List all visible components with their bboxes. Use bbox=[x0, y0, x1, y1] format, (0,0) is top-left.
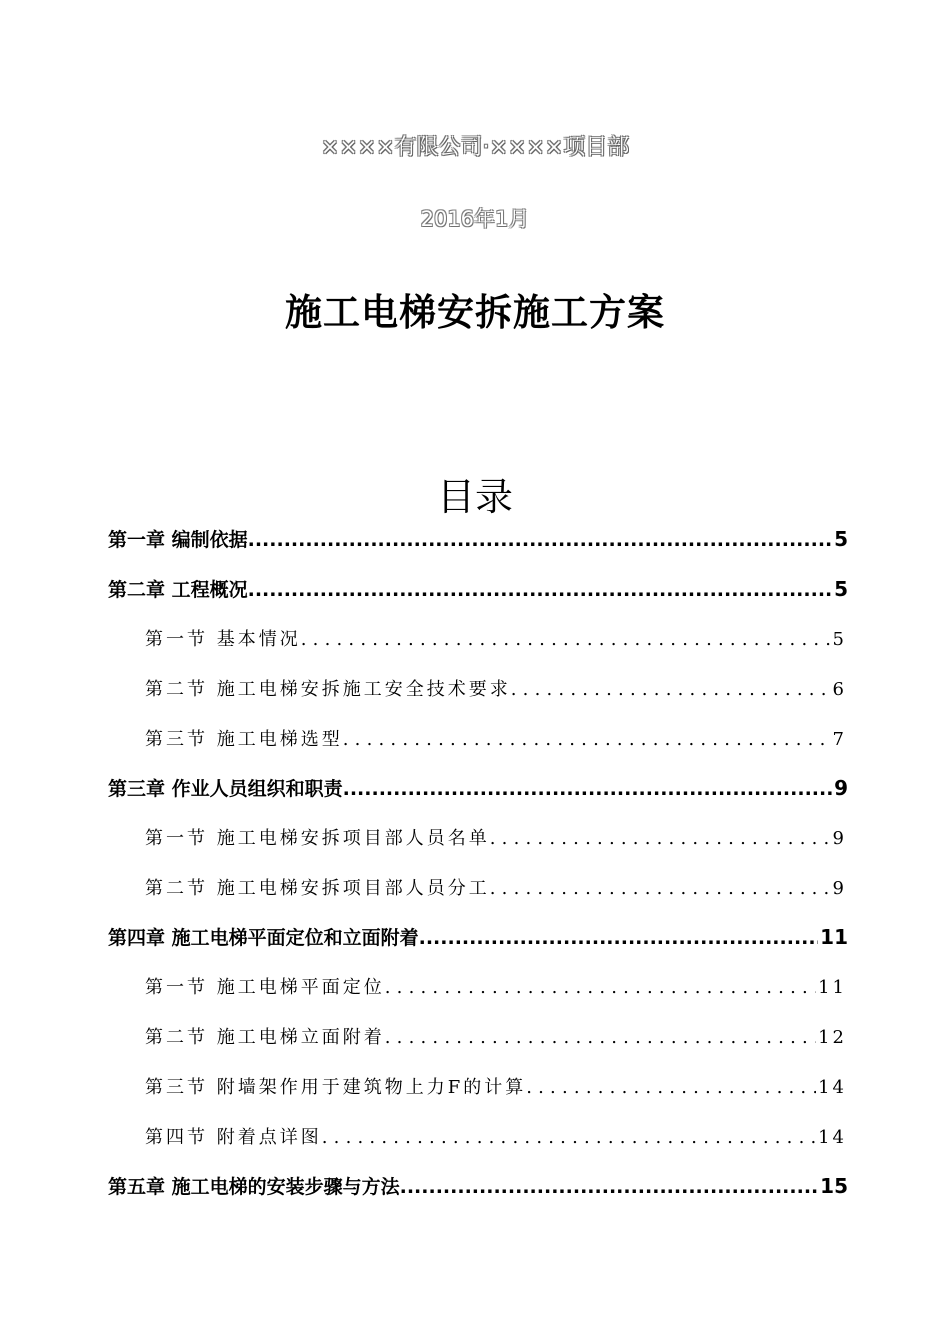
toc-entry-page: 11 bbox=[818, 977, 847, 998]
toc-entry[interactable] bbox=[145, 675, 847, 701]
toc-entry-label: 第一节 施工电梯平面定位 bbox=[145, 977, 385, 998]
toc-leader-dots bbox=[385, 977, 816, 998]
toc-entry-label: 第四节 附着点详图 bbox=[145, 1127, 322, 1148]
toc-entry[interactable] bbox=[108, 575, 848, 602]
toc-leader-dots bbox=[343, 778, 832, 800]
toc-entry-label: 第四章 施工电梯平面定位和立面附着 bbox=[108, 927, 419, 949]
toc-leader-dots bbox=[248, 579, 832, 601]
toc-entry-page: 6 bbox=[832, 679, 847, 700]
document-date: 2016年1月 bbox=[420, 207, 530, 231]
toc-leader-dots bbox=[301, 629, 831, 650]
toc-entry-label: 第一节 基本情况 bbox=[145, 629, 301, 650]
toc-entry[interactable] bbox=[108, 774, 848, 801]
toc-leader-dots bbox=[248, 529, 832, 551]
toc-entry[interactable] bbox=[145, 725, 847, 751]
toc-leader-dots bbox=[490, 878, 831, 899]
toc-leader-dots bbox=[322, 1127, 816, 1148]
toc-entry-page: 5 bbox=[834, 577, 848, 601]
document-title: 施工电梯安拆施工方案 bbox=[285, 291, 665, 334]
toc-entry[interactable] bbox=[145, 824, 847, 850]
toc-entry-page: 12 bbox=[818, 1027, 847, 1048]
toc-leader-dots bbox=[385, 1027, 816, 1048]
toc-entry[interactable] bbox=[145, 1073, 847, 1099]
toc-entry-page: 11 bbox=[820, 925, 848, 949]
toc-leader-dots bbox=[419, 927, 819, 949]
toc-entry-page: 5 bbox=[834, 527, 848, 551]
toc-entry[interactable] bbox=[108, 923, 848, 950]
toc-entry-page: 14 bbox=[818, 1127, 847, 1148]
toc-entry[interactable] bbox=[145, 1123, 847, 1149]
toc-entry-page: 15 bbox=[820, 1174, 848, 1198]
toc-entry[interactable] bbox=[108, 525, 848, 552]
toc-entry-label: 第三章 作业人员组织和职责 bbox=[108, 778, 343, 800]
company-name: ××××有限公司·××××项目部 bbox=[320, 135, 630, 160]
toc-heading: 目录 bbox=[436, 475, 513, 519]
toc-entry-page: 9 bbox=[832, 878, 847, 899]
toc-entry-page: 7 bbox=[832, 729, 847, 750]
toc-entry-label: 第一章 编制依据 bbox=[108, 529, 248, 551]
toc-entry[interactable] bbox=[145, 874, 847, 900]
toc-entry-label: 第三节 施工电梯选型 bbox=[145, 729, 343, 750]
toc-leader-dots bbox=[343, 729, 831, 750]
toc-entry-page: 9 bbox=[832, 828, 847, 849]
toc-entry-label: 第五章 施工电梯的安装步骤与方法 bbox=[108, 1176, 400, 1198]
toc-leader-dots bbox=[511, 679, 831, 700]
toc-entry-label: 第一节 施工电梯安拆项目部人员名单 bbox=[145, 828, 490, 849]
toc-leader-dots bbox=[400, 1176, 819, 1198]
toc-entry-page: 9 bbox=[834, 776, 848, 800]
toc-entry-page: 5 bbox=[832, 629, 847, 650]
toc-entry[interactable] bbox=[145, 973, 847, 999]
toc-entry[interactable] bbox=[145, 625, 847, 651]
toc-entry-label: 第二章 工程概况 bbox=[108, 579, 248, 601]
toc-entry-label: 第二节 施工电梯安拆施工安全技术要求 bbox=[145, 679, 511, 700]
toc-entry-page: 14 bbox=[818, 1077, 847, 1098]
toc-entry-label: 第二节 施工电梯安拆项目部人员分工 bbox=[145, 878, 490, 899]
toc-entry-label: 第三节 附墙架作用于建筑物上力F的计算 bbox=[145, 1077, 527, 1098]
toc-leader-dots bbox=[526, 1077, 816, 1098]
toc-entry[interactable] bbox=[108, 1172, 848, 1199]
toc-leader-dots bbox=[490, 828, 831, 849]
toc-entry-label: 第二节 施工电梯立面附着 bbox=[145, 1027, 385, 1048]
toc-entry[interactable] bbox=[145, 1023, 847, 1049]
